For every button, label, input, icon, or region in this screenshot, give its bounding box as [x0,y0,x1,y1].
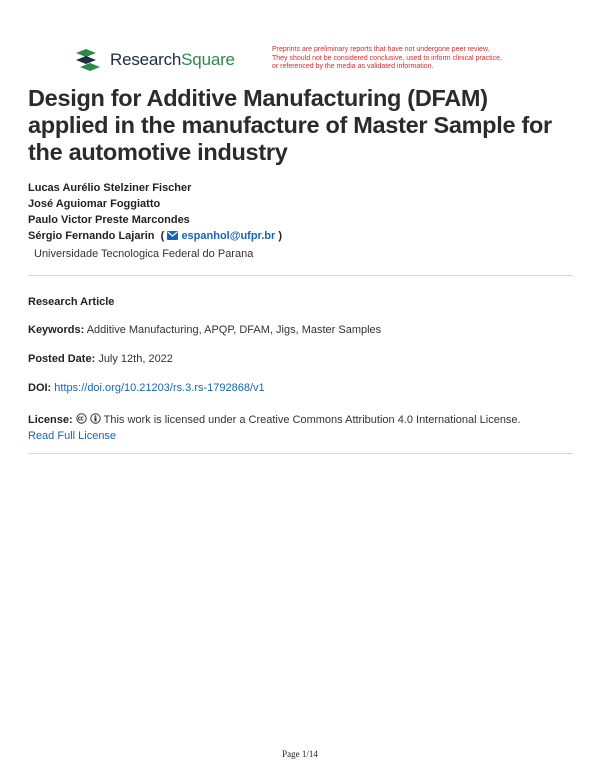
posted-date-value: July 12th, 2022 [98,353,173,365]
creative-commons-icon [76,413,87,424]
disclaimer-line: or referenced by the media as validated information. [272,63,434,71]
preprint-disclaimer [272,46,552,72]
posted-date-label: Posted Date: [28,353,96,365]
author-name: José Aguiomar Foggiatto [28,198,161,210]
author-name: Lucas Aurélio Stelziner Fischer [28,182,192,194]
research-square-logo-icon [74,49,102,71]
mail-icon [167,231,178,240]
logo-text-accent: Square [181,50,235,69]
doi-link[interactable]: https://doi.org/10.21203/rs.3.rs-1792868/v1 [54,382,265,394]
author-email-link[interactable]: espanhol@ufpr.br [181,230,276,242]
read-full-license-link[interactable]: Read Full License [28,430,117,442]
keywords-value: Additive Manufacturing, APQP, DFAM, Jigs, Master Samples [86,324,382,336]
affiliation: Universidade Tecnologica Federal do Parana [34,248,254,260]
posted-date-row [28,353,173,365]
doi-label: DOI: [28,382,52,394]
author-name: Sérgio Fernando Lajarin [28,230,155,242]
license-text: This work is licensed under a Creative Commons Attribution 4.0 International License. [103,414,521,426]
divider [28,453,573,454]
attribution-icon [90,413,101,424]
keywords-row [28,324,381,336]
article-type: Research Article [28,296,115,308]
license-row [28,412,573,444]
disclaimer-line: They should not be considered conclusive, used to inform clinical practice, [272,54,502,62]
logo-text [110,50,235,70]
disclaimer-line: Preprints are preliminary reports that have not undergone peer review. [272,46,490,53]
page-number: Page 1/14 [282,749,318,759]
research-square-logo[interactable] [74,49,235,71]
logo-text-main: Research [110,50,182,69]
doi-row [28,382,265,394]
divider [28,275,573,276]
license-label: License: [28,414,73,426]
author-name: Paulo Victor Preste Marcondes [28,214,190,226]
paper-title: Design for Additive Manufacturing (DFAM) applied in the manufacture of Master Sample for the automotive industry [28,85,552,165]
corresponding-author: Sérgio Fernando Lajarin ( espanhol@ufpr.br ) [28,230,283,242]
keywords-label: Keywords: [28,324,85,336]
author-list [28,180,282,244]
